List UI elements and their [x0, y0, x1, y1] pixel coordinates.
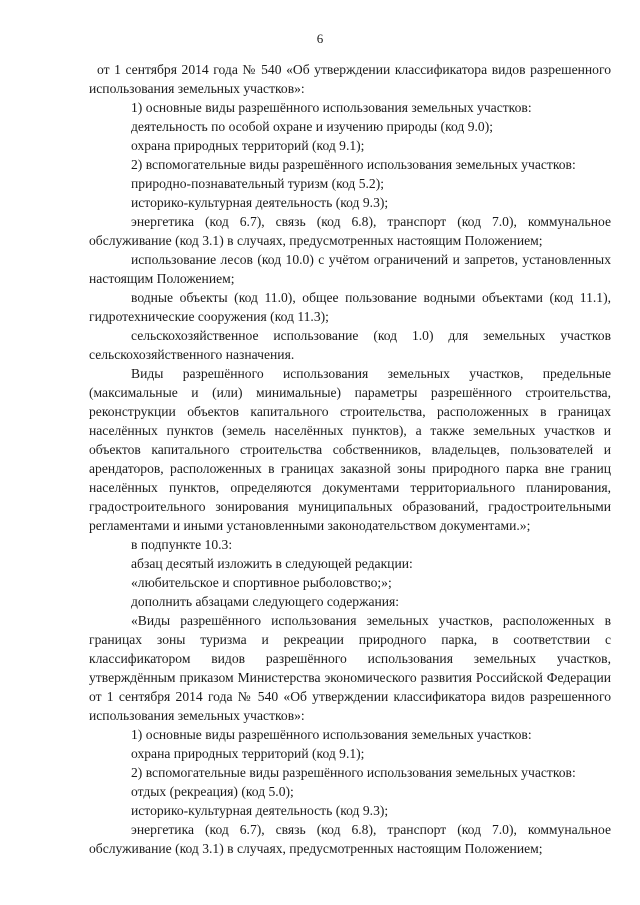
- paragraph: историко-культурная деятельность (код 9.3);: [131, 195, 389, 210]
- paragraph: 1) основные виды разрешённого использования земельных участков:: [131, 100, 532, 115]
- paragraph: использование лесов (код 10.0) с учётом ограничений и запретов, установленных настоящим Положением;: [89, 252, 611, 286]
- page-number: 6: [316, 31, 324, 46]
- paragraph: 2) вспомогательные виды разрешённого использования земельных участков:: [131, 765, 576, 780]
- paragraph: «Виды разрешённого использования земельных участков, расположенных в границах зоны туризма и рекреации природного парка, в соответствии с классификатором видов разрешённого использования земельных участков, утверждённым приказом Министерства экономического развития Российской Федерации от 1 сентября 2014 года № 540 «Об утверждении классификатора видов разрешенного использования земельных участков»:: [89, 613, 611, 723]
- paragraph: охрана природных территорий (код 9.1);: [131, 138, 365, 153]
- paragraph: 2) вспомогательные виды разрешённого использования земельных участков:: [131, 157, 576, 172]
- paragraph: в подпункте 10.3:: [131, 537, 233, 552]
- paragraph: отдых (рекреация) (код 5.0);: [131, 784, 294, 799]
- paragraph: деятельность по особой охране и изучению природы (код 9.0);: [131, 119, 494, 134]
- paragraph: абзац десятый изложить в следующей редакции:: [131, 556, 413, 571]
- paragraph: природно-познавательный туризм (код 5.2);: [131, 176, 385, 191]
- paragraph: сельскохозяйственное использование (код 1.0) для земельных участков сельскохозяйственного назначения.: [89, 328, 611, 362]
- paragraph: от 1 сентября 2014 года № 540 «Об утверждении классификатора видов разрешенного использования земельных участков»:: [89, 62, 611, 96]
- paragraph: охрана природных территорий (код 9.1);: [131, 746, 365, 761]
- paragraph: 1) основные виды разрешённого использования земельных участков:: [131, 727, 532, 742]
- paragraph: историко-культурная деятельность (код 9.3);: [131, 803, 389, 818]
- paragraph: водные объекты (код 11.0), общее пользование водными объектами (код 11.1), гидротехнические сооружения (код 11.3);: [89, 290, 611, 324]
- paragraph: энергетика (код 6.7), связь (код 6.8), транспорт (код 7.0), коммунальное обслуживание (код 3.1) в случаях, предусмотренных настоящим Положением;: [89, 214, 611, 248]
- document-body: [89, 60, 611, 858]
- paragraph: Виды разрешённого использования земельных участков, предельные (максимальные и (или) минимальные) параметры разрешённого строительства, реконструкции объектов капитального строительства, расположенных в границах населённых пунктов (земель населённых пунктов), а также земельных участков и объектов капитального строительства собственников, владельцев, пользователей и арендаторов, расположенных в границах заказной зоны природного парка вне границ населённых пунктов, определяются документами территориального планирования, градостроительного зонирования муниципальных образований, градостроительными регламентами и иными установленными законодательством документами.»;: [89, 366, 611, 533]
- paragraph: дополнить абзацами следующего содержания:: [131, 594, 400, 609]
- paragraph: «любительское и спортивное рыболовство;»;: [131, 575, 392, 590]
- paragraph: энергетика (код 6.7), связь (код 6.8), транспорт (код 7.0), коммунальное обслуживание (код 3.1) в случаях, предусмотренных настоящим Положением;: [89, 822, 611, 856]
